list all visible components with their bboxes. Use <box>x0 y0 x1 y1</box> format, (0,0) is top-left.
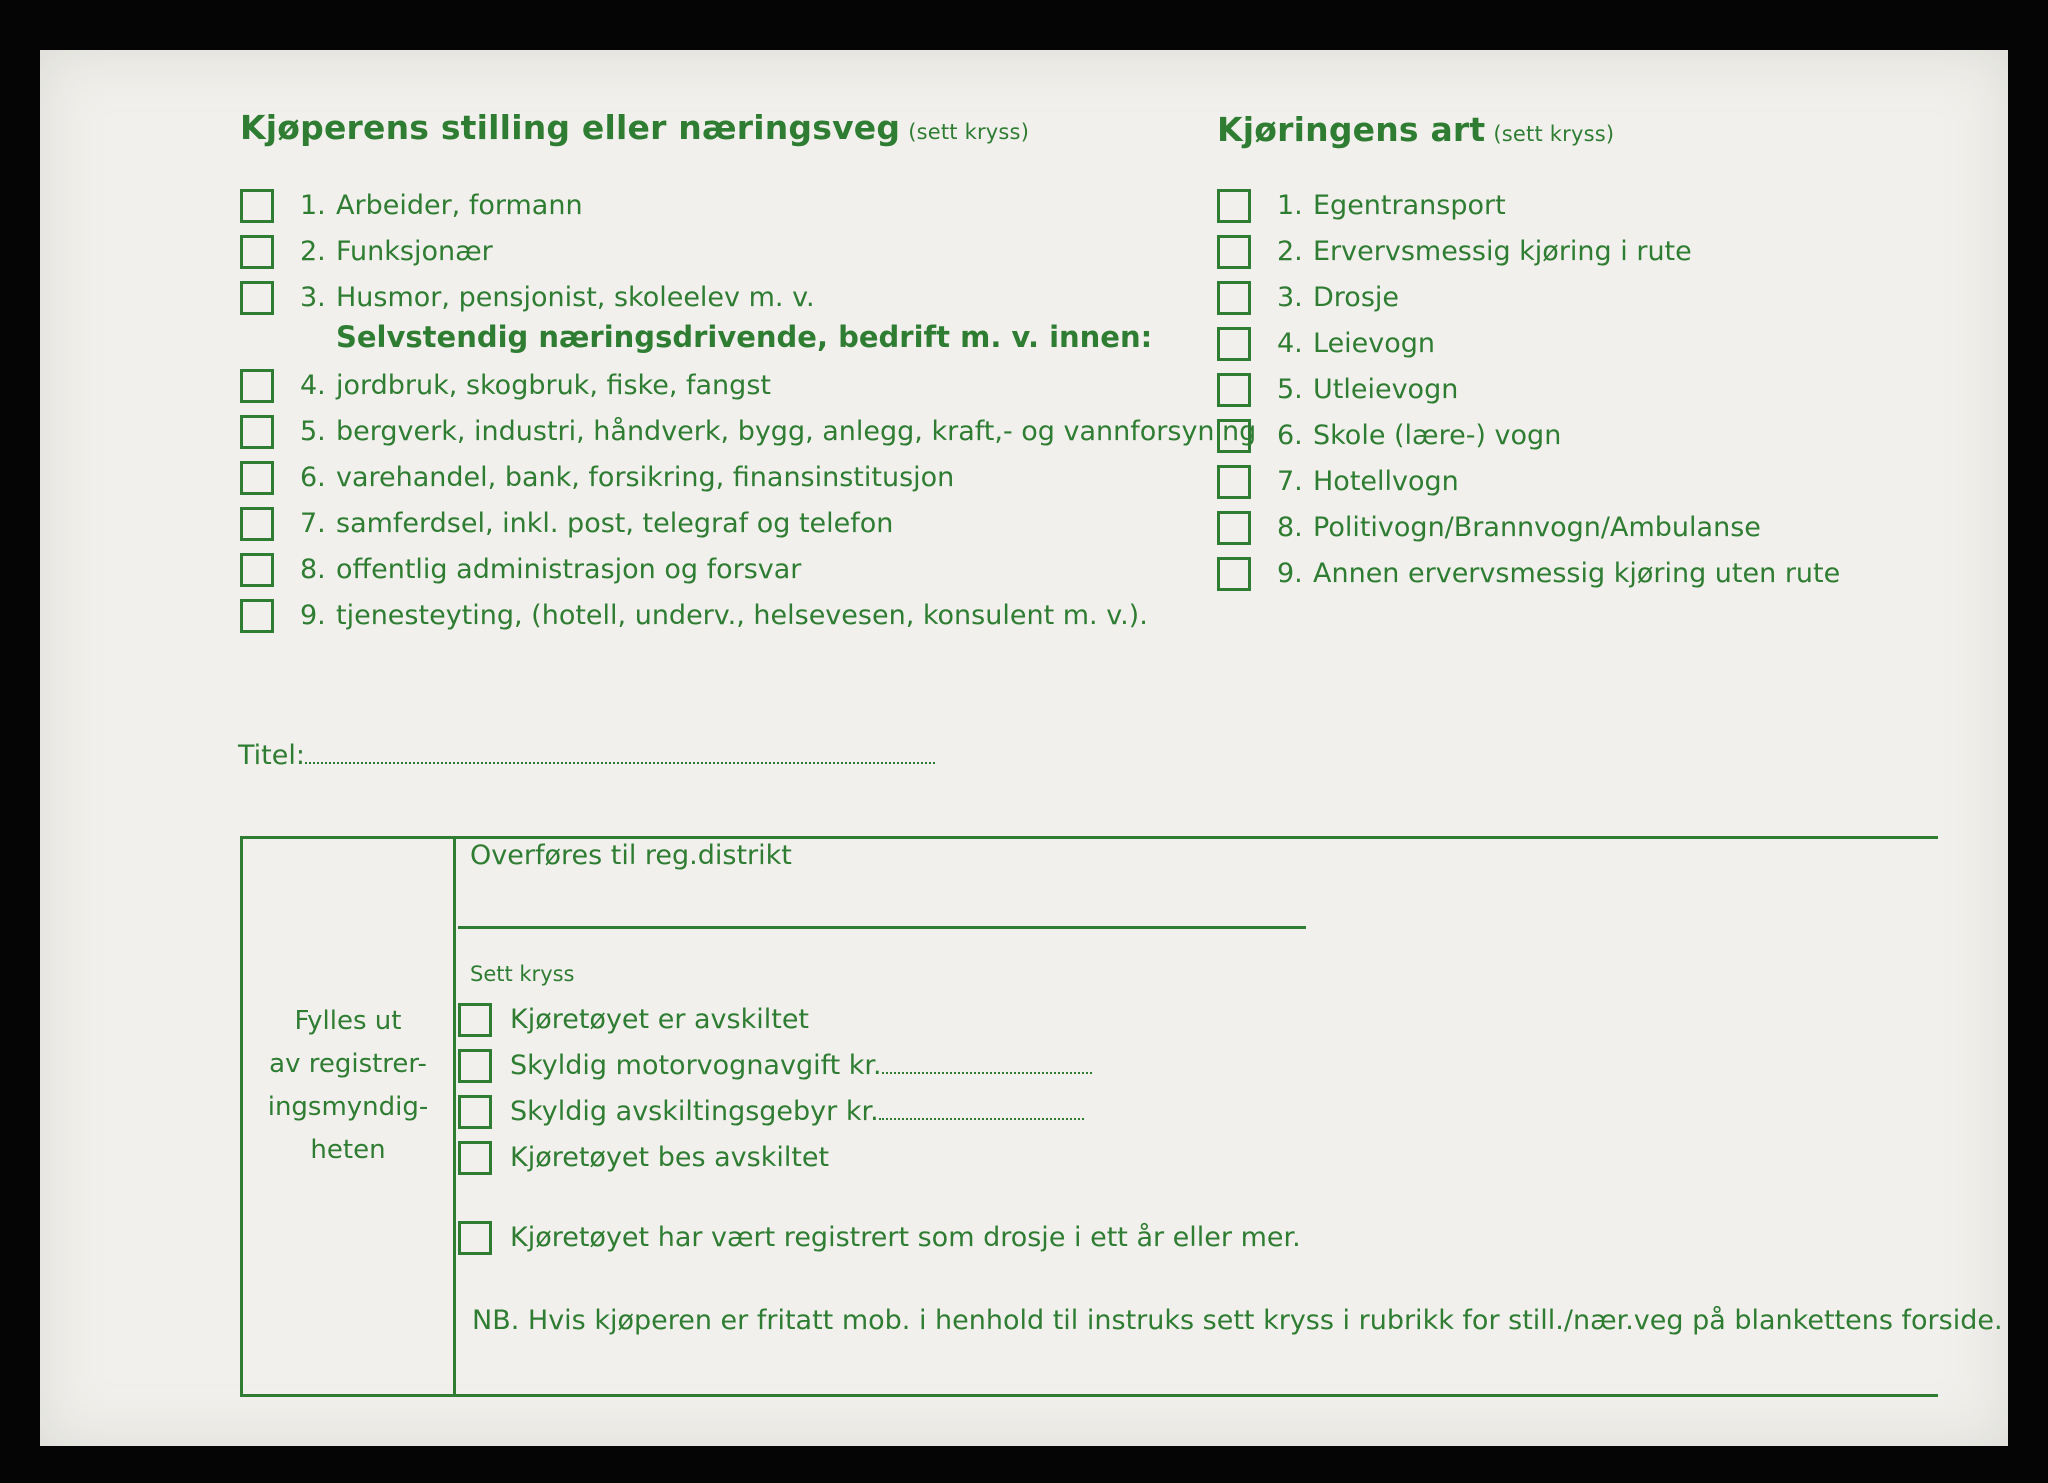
registry-check-4-row <box>510 1140 829 1176</box>
item-label: Utleievogn <box>1313 374 1459 405</box>
item-number: 5. <box>1277 374 1303 405</box>
driving-type-3-row <box>1277 280 1399 316</box>
item-label: jordbruk, skogbruk, fiske, fangst <box>336 370 771 401</box>
item-number: 7. <box>300 508 326 539</box>
driving-type-5-row <box>1277 372 1458 408</box>
occupation-4-checkbox[interactable] <box>240 369 274 403</box>
registry-check-3-checkbox[interactable] <box>458 1095 492 1129</box>
driving-type-1-checkbox[interactable] <box>1217 189 1251 223</box>
registry-side-label <box>243 1000 453 1172</box>
box-divider <box>453 836 456 1397</box>
amount-dotted-line[interactable] <box>879 1114 1084 1120</box>
item-number: 2. <box>300 236 326 267</box>
registry-check-4-checkbox[interactable] <box>458 1141 492 1175</box>
occupation-6-checkbox[interactable] <box>240 461 274 495</box>
item-number: 1. <box>300 190 326 221</box>
item-number: 6. <box>300 462 326 493</box>
drosje-label: Kjøretøyet har vært registrert som drosje i ett år eller mer. <box>510 1222 1301 1253</box>
item-number: 3. <box>300 282 326 313</box>
driving-type-6-row <box>1277 418 1561 454</box>
nb-note: NB. Hvis kjøperen er fritatt mob. i henhold til instruks sett kryss i rubrikk for still./nær.veg på blankettens forside. <box>472 1305 2003 1336</box>
box-bottom-border <box>240 1394 1938 1397</box>
occupation-4-row <box>300 368 771 404</box>
item-label: Arbeider, formann <box>336 190 583 221</box>
item-label: varehandel, bank, forsikring, finansinstitusjon <box>336 462 955 493</box>
side-label-line: ingsmyndig- <box>267 1092 429 1122</box>
occupation-2-checkbox[interactable] <box>240 235 274 269</box>
occupation-6-row <box>300 460 954 496</box>
titel-label: Titel: <box>238 740 305 771</box>
titel-field[interactable] <box>238 738 935 774</box>
occupation-5-row <box>300 414 1256 450</box>
titel-dotted-line[interactable] <box>305 758 935 764</box>
side-label-line: Fylles ut <box>294 1006 402 1036</box>
item-label: Politivogn/Brannvogn/Ambulanse <box>1313 512 1761 543</box>
registry-check-label: Skyldig motorvognavgift kr. <box>510 1050 882 1081</box>
occupation-9-checkbox[interactable] <box>240 599 274 633</box>
item-label: Drosje <box>1313 282 1399 313</box>
side-label-line: av registrer- <box>269 1049 427 1079</box>
registry-check-1-row <box>510 1002 809 1038</box>
item-label: Leievogn <box>1313 328 1436 359</box>
item-label: samferdsel, inkl. post, telegraf og telefon <box>336 508 894 539</box>
sett-kryss-label: Sett kryss <box>470 962 575 986</box>
driving-type-2-row <box>1277 234 1692 270</box>
driving-type-9-row <box>1277 556 1840 592</box>
driving-type-title: Kjøringens art <box>1217 110 1486 149</box>
item-label: Skole (lære-) vogn <box>1313 420 1562 451</box>
item-label: bergverk, industri, håndverk, bygg, anlegg, kraft,- og vannforsyning <box>336 416 1257 447</box>
driving-type-hint: (sett kryss) <box>1493 122 1615 146</box>
item-number: 6. <box>1277 420 1303 451</box>
driving-type-heading <box>1217 110 1614 149</box>
driving-type-6-checkbox[interactable] <box>1217 419 1251 453</box>
occupation-9-row <box>300 598 1148 634</box>
item-number: 5. <box>300 416 326 447</box>
occupation-7-checkbox[interactable] <box>240 507 274 541</box>
driving-type-1-row <box>1277 188 1506 224</box>
driving-type-7-checkbox[interactable] <box>1217 465 1251 499</box>
registry-check-label: Kjøretøyet bes avskiltet <box>510 1142 830 1173</box>
occupation-1-row <box>300 188 583 224</box>
item-number: 8. <box>1277 512 1303 543</box>
item-number: 1. <box>1277 190 1303 221</box>
form-sheet <box>40 50 2008 1446</box>
registry-check-label: Skyldig avskiltingsgebyr kr. <box>510 1096 879 1127</box>
occupation-5-checkbox[interactable] <box>240 415 274 449</box>
item-number: 9. <box>1277 558 1303 589</box>
registry-check-label: Kjøretøyet er avskiltet <box>510 1004 810 1035</box>
buyer-occupation-title: Kjøperens stilling eller næringsveg <box>240 108 901 147</box>
show-through-text <box>920 200 933 246</box>
transfer-district-line[interactable] <box>458 926 1306 929</box>
transfer-label: Overføres til reg.distrikt <box>470 840 792 871</box>
item-number: 4. <box>1277 328 1303 359</box>
driving-type-9-checkbox[interactable] <box>1217 557 1251 591</box>
driving-type-8-checkbox[interactable] <box>1217 511 1251 545</box>
item-label: Egentransport <box>1313 190 1506 221</box>
item-label: Hotellvogn <box>1313 466 1459 497</box>
item-label: Husmor, pensjonist, skoleelev m. v. <box>336 282 815 313</box>
registry-check-2-checkbox[interactable] <box>458 1049 492 1083</box>
occupation-2-row <box>300 234 493 270</box>
driving-type-8-row <box>1277 510 1761 546</box>
registry-check-1-checkbox[interactable] <box>458 1003 492 1037</box>
occupation-3-row <box>300 280 815 316</box>
item-label: offentlig administrasjon og forsvar <box>336 554 802 585</box>
item-label: tjenesteyting, (hotell, underv., helsevesen, konsulent m. v.). <box>336 600 1148 631</box>
item-number: 8. <box>300 554 326 585</box>
occupation-8-checkbox[interactable] <box>240 553 274 587</box>
item-number: 2. <box>1277 236 1303 267</box>
driving-type-3-checkbox[interactable] <box>1217 281 1251 315</box>
item-number: 4. <box>300 370 326 401</box>
registry-check-3-row <box>510 1094 1084 1130</box>
driving-type-4-row <box>1277 326 1435 362</box>
occupation-1-checkbox[interactable] <box>240 189 274 223</box>
driving-type-4-checkbox[interactable] <box>1217 327 1251 361</box>
self-employed-subheading: Selvstendig næringsdrivende, bedrift m. v. innen: <box>336 320 1153 354</box>
item-number: 3. <box>1277 282 1303 313</box>
driving-type-2-checkbox[interactable] <box>1217 235 1251 269</box>
registry-check-2-row <box>510 1048 1092 1084</box>
item-label: Funksjonær <box>336 236 493 267</box>
occupation-7-row <box>300 506 893 542</box>
side-label-line: heten <box>310 1135 386 1165</box>
item-number: 9. <box>300 600 326 631</box>
item-label: Ervervsmessig kjøring i rute <box>1313 236 1692 267</box>
item-number: 7. <box>1277 466 1303 497</box>
driving-type-7-row <box>1277 464 1459 500</box>
buyer-occupation-heading <box>240 108 1029 147</box>
drosje-checkbox[interactable] <box>458 1221 492 1255</box>
buyer-occupation-hint: (sett kryss) <box>908 120 1030 144</box>
occupation-8-row <box>300 552 801 588</box>
item-label: Annen ervervsmessig kjøring uten rute <box>1313 558 1841 589</box>
driving-type-5-checkbox[interactable] <box>1217 373 1251 407</box>
amount-dotted-line[interactable] <box>882 1068 1092 1074</box>
occupation-3-checkbox[interactable] <box>240 281 274 315</box>
